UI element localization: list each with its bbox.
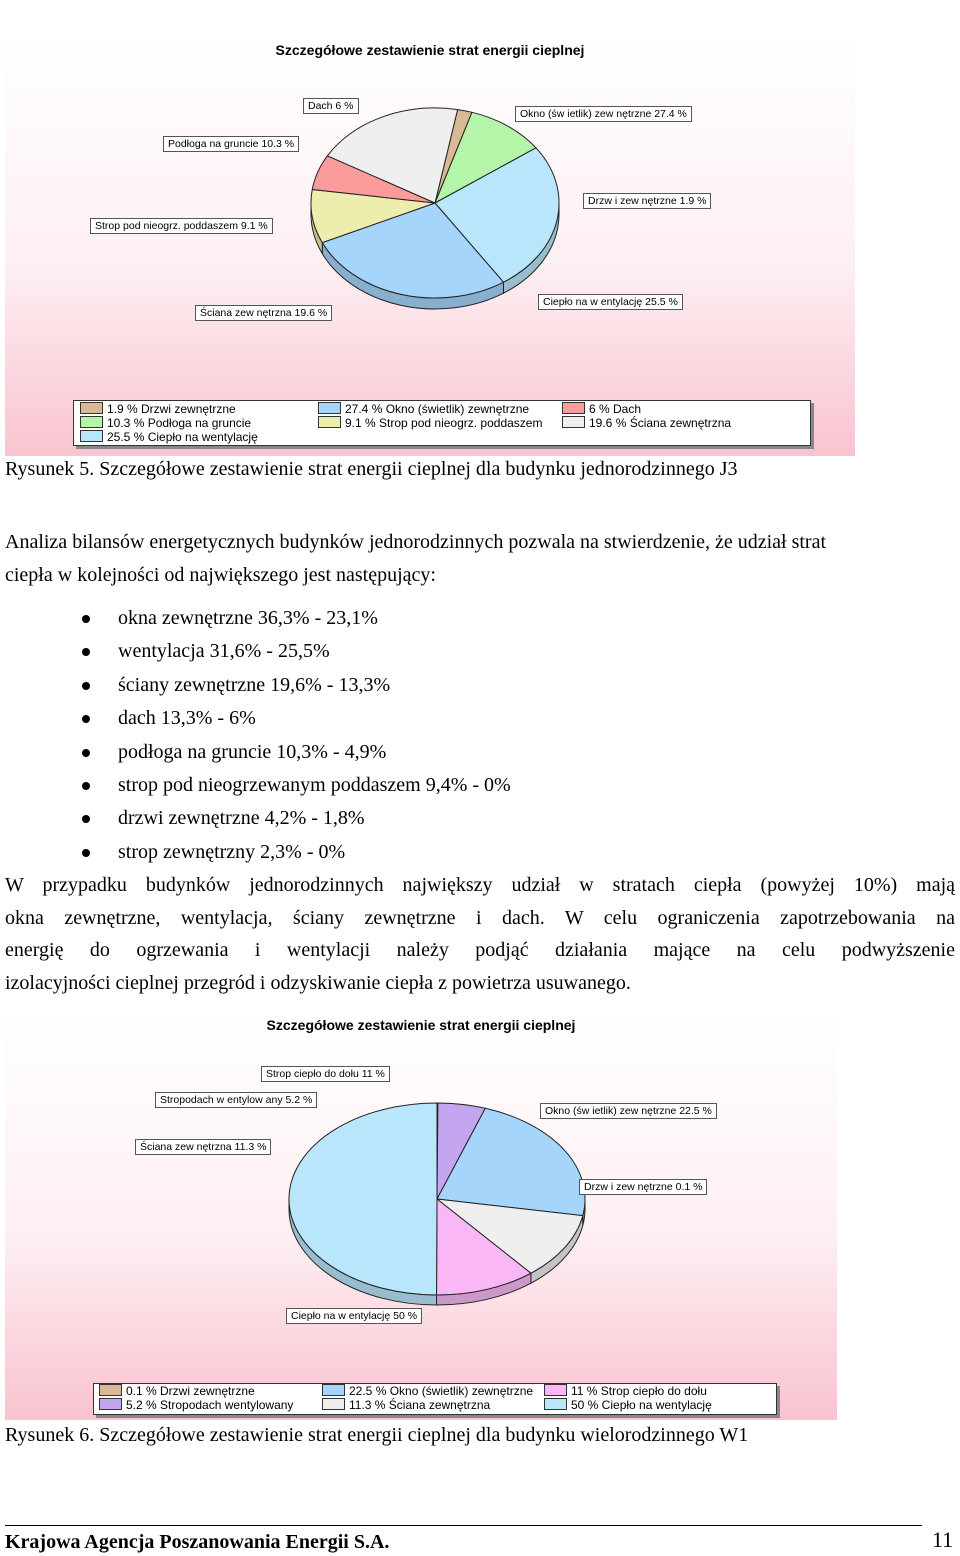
legend-swatch [318,416,341,428]
conclusion-paragraph [5,869,955,999]
pie-chart-svg [5,1012,837,1420]
bullet-icon [82,782,90,790]
chart-title: Szczegółowe zestawienie strat energii cieplnej [275,42,585,58]
slice-label-drzwi: Drzw i zew nętrzne 0.1 % [579,1179,707,1195]
bullet-icon [82,715,90,723]
legend-swatch [80,416,103,428]
legend-swatch [80,402,103,414]
slice-label-sciana: Ściana zew nętrzna 19.6 % [195,305,332,321]
legend-item: 25.5 % Ciepło na wentylację [80,430,258,445]
chart-legend [93,1383,777,1415]
legend-item: 11.3 % Ściana zewnętrzna [322,1398,490,1413]
legend-swatch [562,402,585,414]
legend-item: 5.2 % Stropodach wentylowany [99,1398,293,1413]
bullet-icon [82,749,90,757]
slice-label-strop-cieplo: Strop ciepło do dołu 11 % [261,1066,390,1082]
legend-swatch [99,1384,122,1396]
slice-label-podloga: Podłoga na gruncie 10.3 % [163,136,299,152]
bullet-icon [82,648,90,656]
bullet-icon [82,815,90,823]
chart-legend [73,400,811,446]
legend-item: 1.9 % Drzwi zewnętrzne [80,402,236,417]
legend-item: 6 % Dach [562,402,641,417]
bullet-icon [82,615,90,623]
chart-title: Szczegółowe zestawienie strat energii cieplnej [266,1017,576,1033]
slice-label-strop: Strop pod nieogrz. poddaszem 9.1 % [90,218,273,234]
legend-item: 27.4 % Okno (świetlik) zewnętrzne [318,402,529,417]
slice-label-stropodach: Stropodach w entylow any 5.2 % [155,1092,317,1108]
slice-label-dach: Dach 6 % [303,98,359,114]
figure-caption-5: Rysunek 5. Szczegółowe zestawienie strat energii cieplnej dla budynku jednorodzinnego J3 [5,458,738,480]
slice-label-wentylacja: Ciepło na w entylację 25.5 % [538,294,683,310]
legend-swatch [80,430,103,442]
legend-item: 50 % Ciepło na wentylację [544,1398,712,1413]
pie-chart-svg [5,36,855,456]
conclusion-line: izolacyjności cieplnej przegród i odzyskiwanie ciepła z powietrza usuwanego. [5,971,631,994]
legend-swatch [99,1398,122,1410]
intro-line: Analiza bilansów energetycznych budynków jednorodzinnych pozwala na stwierdzenie, że udział strat [5,531,826,553]
list-item: wentylacja 31,6% - 25,5% [82,635,511,668]
intro-line: ciepła w kolejności od największego jest następujący: [5,563,436,586]
legend-item: 22.5 % Okno (świetlik) zewnętrzne [322,1384,533,1399]
pie-chart-w1 [5,1012,837,1420]
slice-label-wentylacja: Ciepło na w entylację 50 % [286,1308,422,1324]
conclusion-line: energię do ogrzewania i wentylacji należy podjąć działania mające na celu podwyższenie [5,939,955,961]
slice-label-okno: Okno (św ietlik) zew nętrzne 22.5 % [540,1103,717,1119]
legend-swatch [322,1398,345,1410]
list-item: dach 13,3% - 6% [82,702,511,735]
intro-paragraph [5,526,955,591]
slice-label-drzwi: Drzw i zew nętrzne 1.9 % [583,193,711,209]
legend-item: 9.1 % Strop pod nieogrz. poddaszem [318,416,542,431]
footer-organization: Krajowa Agencja Poszanowania Energii S.A. [5,1531,390,1553]
list-item: podłoga na gruncie 10,3% - 4,9% [82,736,511,769]
legend-item: 19.6 % Ściana zewnętrzna [562,416,731,431]
legend-item: 11 % Strop ciepło do dołu [544,1384,707,1399]
legend-swatch [318,402,341,414]
list-item: drzwi zewnętrzne 4,2% - 1,8% [82,802,511,835]
legend-swatch [562,416,585,428]
legend-item: 0.1 % Drzwi zewnętrzne [99,1384,255,1399]
loss-share-list [82,602,511,869]
pie-chart-j3 [5,36,855,456]
slice-label-okno: Okno (św ietlik) zew nętrzne 27.4 % [515,106,692,122]
legend-swatch [322,1384,345,1396]
bullet-icon [82,682,90,690]
legend-item: 10.3 % Podłoga na gruncie [80,416,251,431]
slice-label-sciana: Ściana zew nętrzna 11.3 % [135,1139,271,1155]
footer-divider [5,1525,922,1526]
conclusion-line: W przypadku budynków jednorodzinnych największy udział w stratach ciepła (powyżej 10%) mają [5,874,955,896]
list-item: strop zewnętrzny 2,3% - 0% [82,836,511,869]
figure-caption-6: Rysunek 6. Szczegółowe zestawienie strat energii cieplnej dla budynku wielorodzinnego W1 [5,1424,749,1446]
list-item: okna zewnętrzne 36,3% - 23,1% [82,602,511,635]
list-item: strop pod nieogrzewanym poddaszem 9,4% - 0% [82,769,511,802]
legend-swatch [544,1398,567,1410]
list-item: ściany zewnętrzne 19,6% - 13,3% [82,669,511,702]
pie-slice [289,1103,437,1295]
page-number: 11 [932,1527,954,1552]
conclusion-line: okna zewnętrzne, wentylacja, ściany zewnętrzne i dach. W celu ograniczenia zapotrzebowania na [5,906,955,929]
legend-swatch [544,1384,567,1396]
bullet-icon [82,849,90,857]
